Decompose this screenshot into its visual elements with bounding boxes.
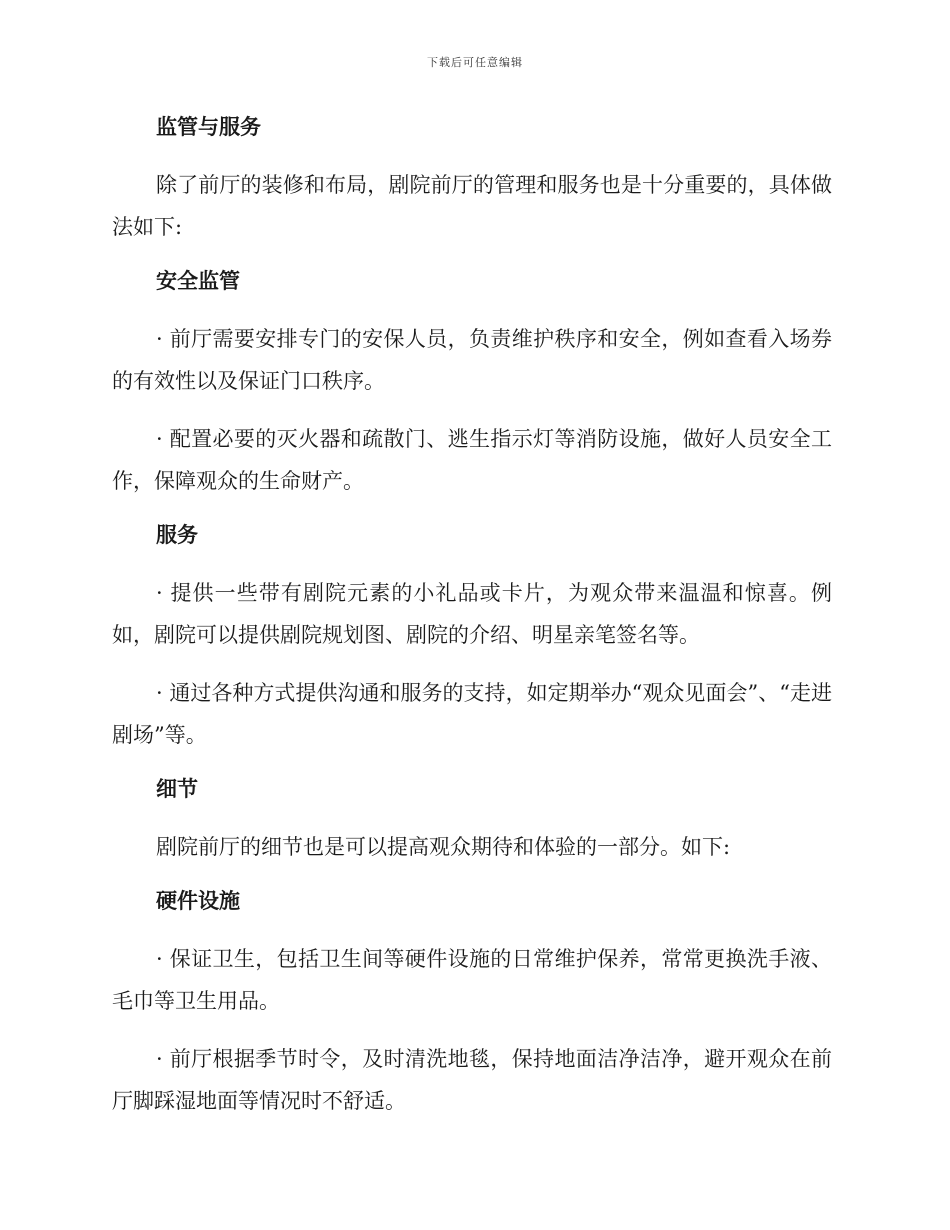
bullet-paragraph: · 通过各种方式提供沟通和服务的支持，如定期举办“观众见面会”、“走进剧场”等。	[112, 681, 832, 747]
bullet-paragraph: · 前厅根据季节时令，及时清洗地毯，保持地面洁净洁净，避开观众在前厅脚踩湿地面等情况时不舒适。	[112, 1047, 832, 1113]
paragraph: 除了前厅的装修和布局，剧院前厅的管理和服务也是十分重要的，具体做法如下:	[112, 173, 832, 239]
page-header: 下载后可任意编辑	[427, 56, 523, 69]
section-heading: 监管与服务	[156, 115, 261, 139]
section-heading: 硬件设施	[156, 889, 240, 913]
bullet-paragraph: · 前厅需要安排专门的安保人员，负责维护秩序和安全，例如查看入场券的有效性以及保证门口秩序。	[112, 327, 832, 393]
bullet-paragraph: · 配置必要的灭火器和疏散门、逃生指示灯等消防设施，做好人员安全工作，保障观众的生命财产。	[112, 427, 832, 493]
bullet-paragraph: · 提供一些带有剧院元素的小礼品或卡片，为观众带来温温和惊喜。例如，剧院可以提供剧院规划图、剧院的介绍、明星亲笔签名等。	[112, 581, 832, 647]
bullet-paragraph: · 保证卫生，包括卫生间等硬件设施的日常维护保养，常常更换洗手液、毛巾等卫生用品。	[112, 947, 832, 1013]
section-heading: 安全监管	[156, 269, 240, 293]
document-body	[112, 110, 832, 1138]
section-heading: 细节	[156, 777, 198, 801]
section-heading: 服务	[156, 523, 198, 547]
paragraph: 剧院前厅的细节也是可以提高观众期待和体验的一部分。如下:	[156, 835, 731, 859]
